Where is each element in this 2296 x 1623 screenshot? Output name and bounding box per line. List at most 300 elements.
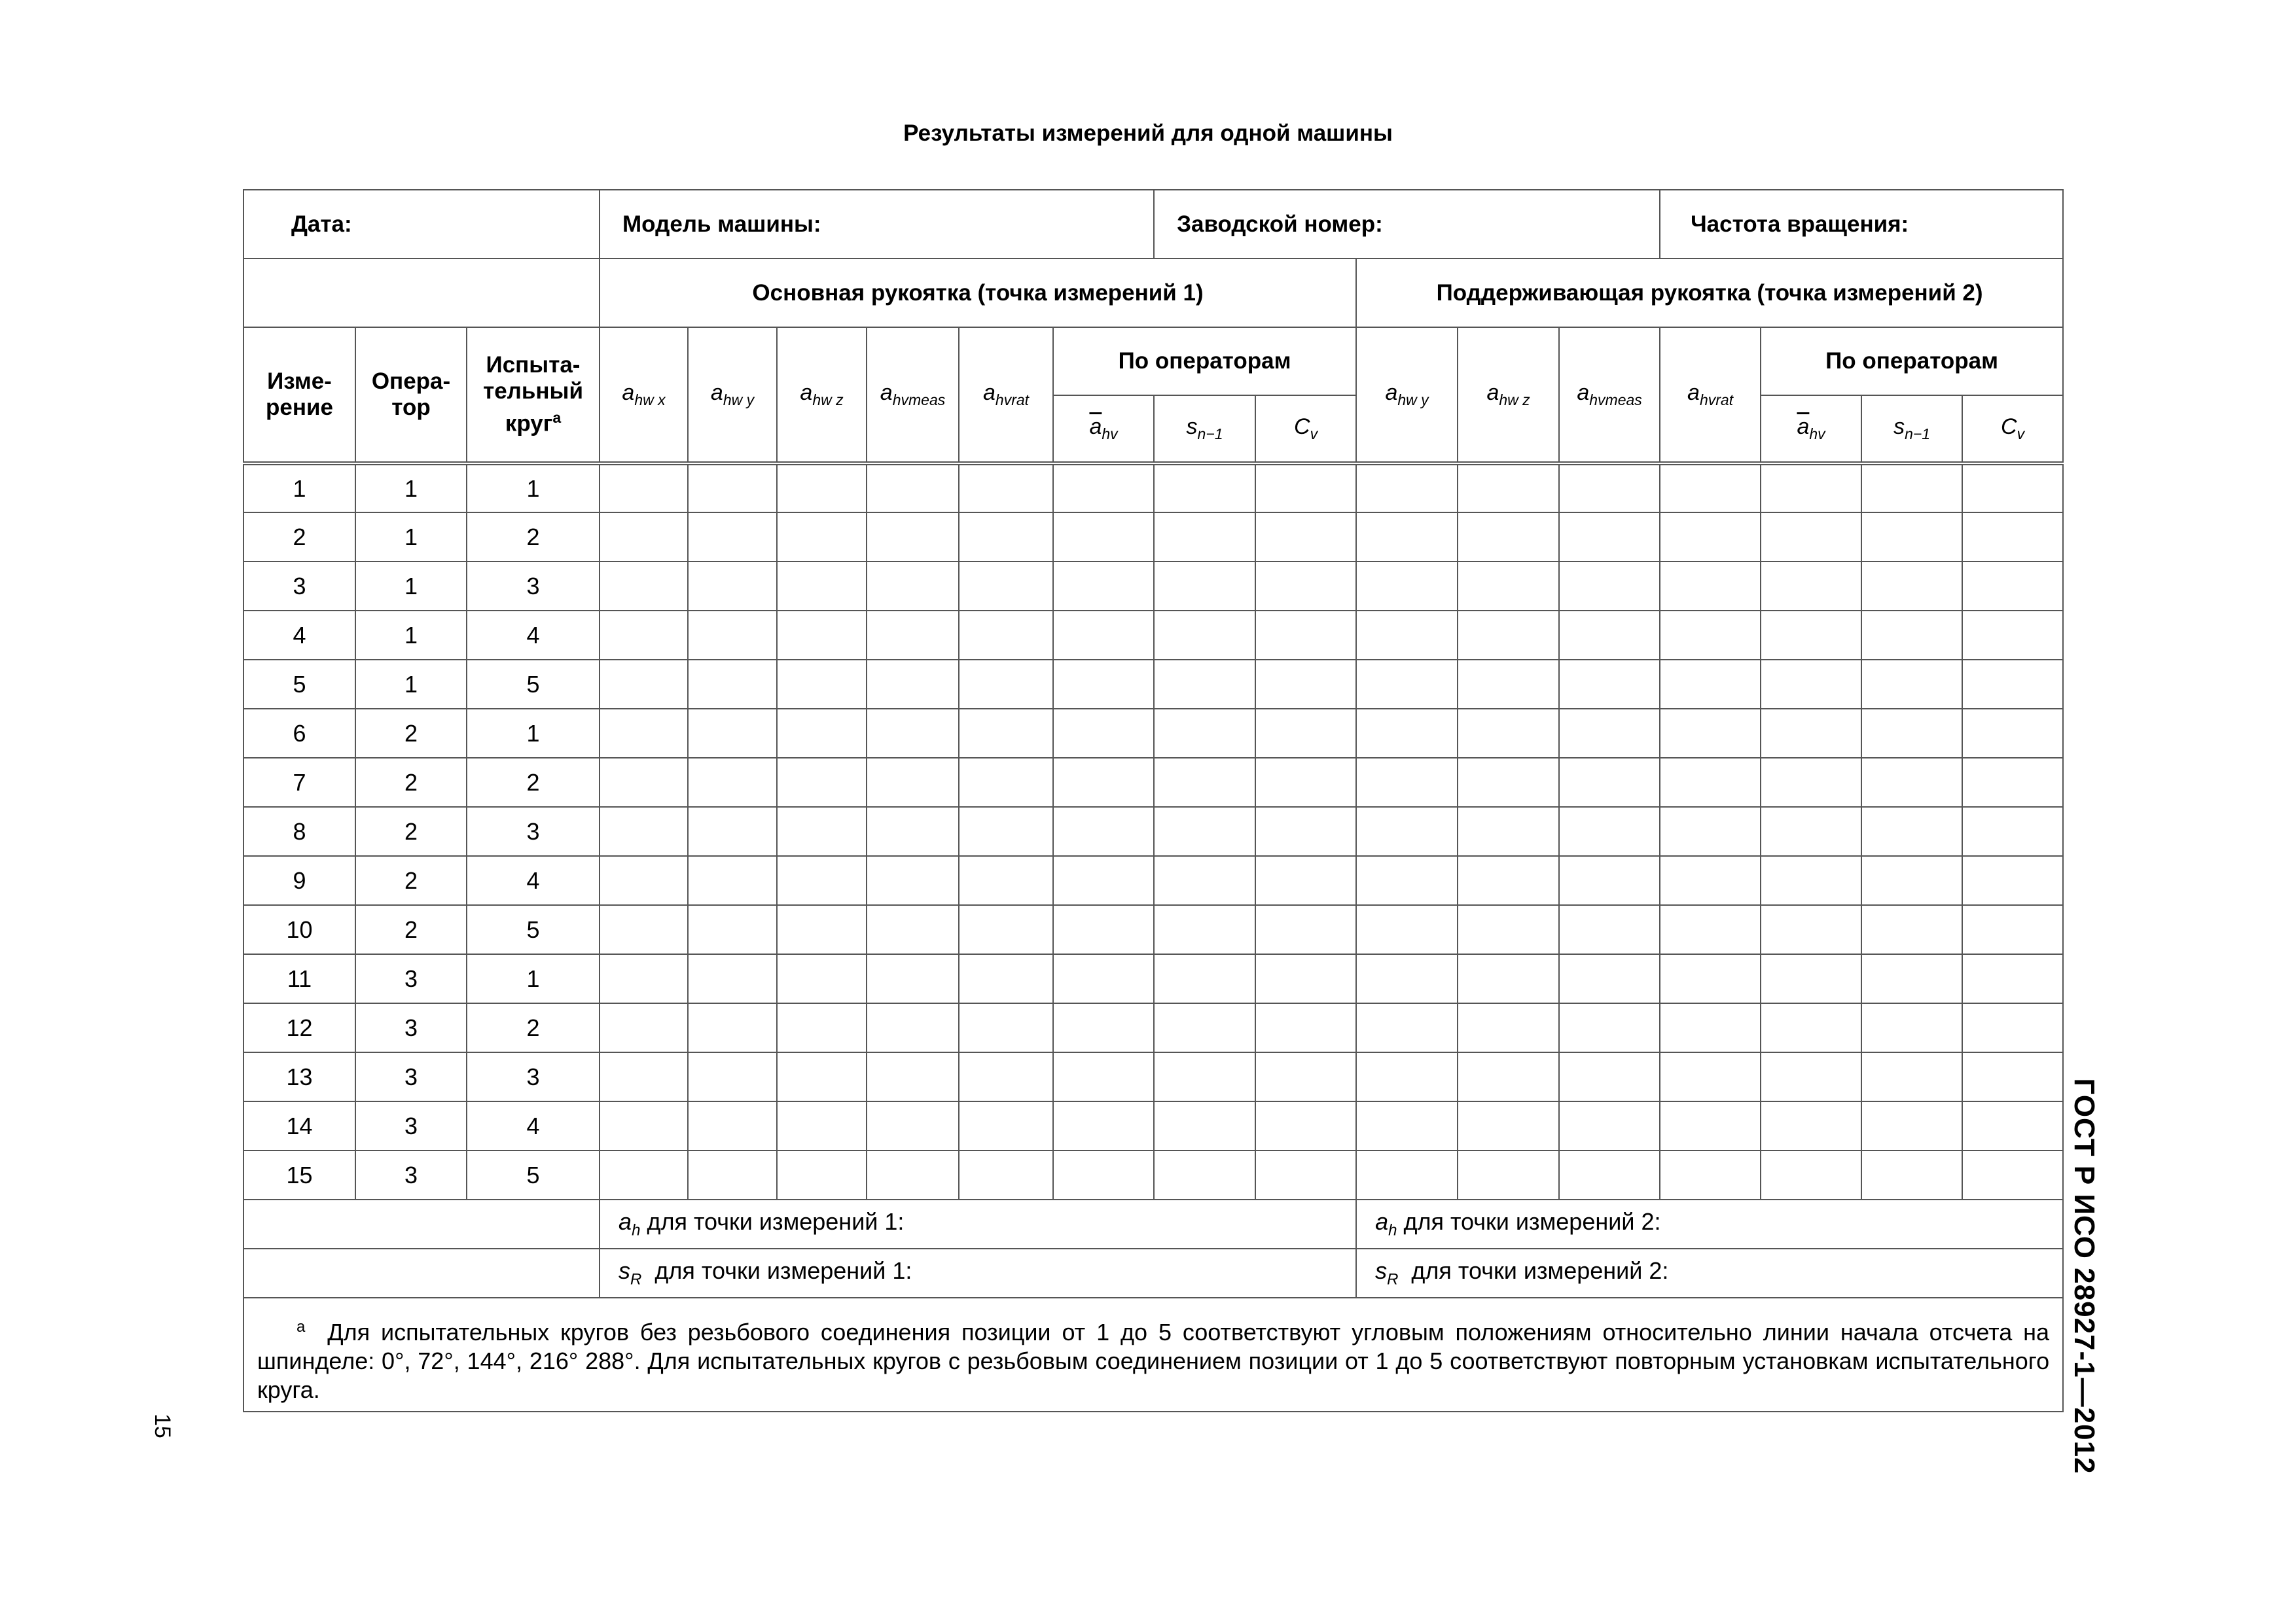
value-cell[interactable] — [1356, 1101, 1458, 1150]
table-row — [243, 562, 2063, 611]
value-cell[interactable] — [600, 562, 688, 611]
value-cell[interactable] — [1255, 905, 1356, 954]
value-cell[interactable] — [1962, 660, 2063, 709]
serial-number-field[interactable]: Заводской номер: — [1154, 190, 1660, 259]
operator-cell: 1 — [355, 660, 467, 709]
operator-cell: 1 — [355, 463, 467, 512]
value-cell[interactable] — [1559, 807, 1660, 856]
value-cell[interactable] — [1458, 1101, 1559, 1150]
std-dev-header-2: $s_{n-1}$ — [1861, 395, 1962, 463]
value-cell[interactable] — [1660, 905, 1761, 954]
value-cell[interactable] — [1761, 1101, 1861, 1150]
by-operators-header-1: По операторам — [1053, 327, 1356, 395]
test-circle-cell: 1 — [467, 463, 600, 512]
value-cell[interactable] — [1255, 1101, 1356, 1150]
value-cell[interactable] — [1255, 611, 1356, 660]
value-cell[interactable] — [1962, 856, 2063, 905]
rotation-speed-field[interactable]: Частота вращения: — [1660, 190, 2063, 259]
value-cell[interactable] — [1660, 1150, 1761, 1200]
value-cell[interactable] — [1761, 1003, 1861, 1052]
value-cell[interactable] — [1761, 512, 1861, 562]
value-cell[interactable] — [1559, 1003, 1660, 1052]
value-cell[interactable] — [1053, 463, 1154, 512]
value-cell[interactable] — [777, 463, 867, 512]
value-cell[interactable] — [959, 758, 1053, 807]
value-cell[interactable] — [1660, 463, 1761, 512]
value-cell[interactable] — [1861, 1003, 1962, 1052]
value-cell[interactable] — [1255, 562, 1356, 611]
table-row — [243, 905, 2063, 954]
measurement-cell: 10 — [243, 905, 355, 954]
date-field[interactable]: Дата: — [243, 190, 600, 259]
value-cell[interactable] — [1053, 611, 1154, 660]
value-cell[interactable] — [1861, 807, 1962, 856]
value-cell[interactable] — [1761, 562, 1861, 611]
value-cell[interactable] — [1053, 512, 1154, 562]
operator-cell: 3 — [355, 1003, 467, 1052]
value-cell[interactable] — [1559, 1101, 1660, 1150]
value-cell[interactable] — [600, 807, 688, 856]
value-cell[interactable] — [1458, 1052, 1559, 1101]
value-cell[interactable] — [1053, 1150, 1154, 1200]
measurement-results-table — [243, 189, 2064, 1412]
value-cell[interactable] — [867, 954, 959, 1003]
value-cell[interactable] — [959, 562, 1053, 611]
value-cell[interactable] — [1962, 562, 2063, 611]
value-cell[interactable] — [1255, 463, 1356, 512]
ahwy-header: $a_{hw y}$ — [688, 327, 777, 463]
value-cell[interactable] — [688, 758, 777, 807]
value-cell[interactable] — [1962, 758, 2063, 807]
value-cell[interactable] — [1458, 905, 1559, 954]
value-cell[interactable] — [600, 856, 688, 905]
value-cell[interactable] — [867, 1101, 959, 1150]
operator-header: Опера- тор — [355, 327, 467, 463]
measurement-cell: 1 — [243, 463, 355, 512]
value-cell[interactable] — [1053, 954, 1154, 1003]
value-cell[interactable] — [867, 758, 959, 807]
value-cell[interactable] — [688, 954, 777, 1003]
value-cell[interactable] — [1154, 856, 1255, 905]
measurement-cell: 5 — [243, 660, 355, 709]
empty-header-cell — [243, 259, 600, 327]
test-circle-cell: 3 — [467, 807, 600, 856]
value-cell[interactable] — [1761, 611, 1861, 660]
value-cell[interactable] — [1356, 709, 1458, 758]
mean-ahv-header: $\overline{a}_{hv}$ — [1053, 395, 1154, 463]
value-cell[interactable] — [1559, 954, 1660, 1003]
value-cell[interactable] — [1356, 856, 1458, 905]
value-cell[interactable] — [1458, 758, 1559, 807]
value-cell[interactable] — [1154, 1101, 1255, 1150]
value-cell[interactable] — [1861, 905, 1962, 954]
value-cell[interactable] — [600, 954, 688, 1003]
value-cell[interactable] — [600, 463, 688, 512]
value-cell[interactable] — [1154, 807, 1255, 856]
value-cell[interactable] — [867, 660, 959, 709]
value-cell[interactable] — [1356, 1003, 1458, 1052]
value-cell[interactable] — [1154, 709, 1255, 758]
operator-cell: 2 — [355, 758, 467, 807]
value-cell[interactable] — [688, 562, 777, 611]
value-cell[interactable] — [959, 463, 1053, 512]
page-number: 15 — [150, 1414, 175, 1438]
measurement-cell: 4 — [243, 611, 355, 660]
footnote-row — [243, 1298, 2063, 1412]
value-cell[interactable] — [1053, 709, 1154, 758]
value-cell[interactable] — [959, 1003, 1053, 1052]
value-cell[interactable] — [600, 512, 688, 562]
value-cell[interactable] — [1559, 1150, 1660, 1200]
value-cell[interactable] — [1154, 758, 1255, 807]
value-cell[interactable] — [1154, 611, 1255, 660]
table-row — [243, 512, 2063, 562]
empty-summary-cell — [243, 1249, 600, 1298]
value-cell[interactable] — [1458, 562, 1559, 611]
value-cell[interactable] — [1861, 512, 1962, 562]
value-cell[interactable] — [1761, 660, 1861, 709]
value-cell[interactable] — [777, 709, 867, 758]
value-cell[interactable] — [777, 905, 867, 954]
ahwx-header: $a_{hw x}$ — [600, 327, 688, 463]
value-cell[interactable] — [1458, 856, 1559, 905]
value-cell[interactable] — [777, 758, 867, 807]
value-cell[interactable] — [1559, 611, 1660, 660]
value-cell[interactable] — [777, 1101, 867, 1150]
value-cell[interactable] — [1255, 856, 1356, 905]
value-cell[interactable] — [1761, 856, 1861, 905]
value-cell[interactable] — [1458, 807, 1559, 856]
value-cell[interactable] — [1761, 1052, 1861, 1101]
value-cell[interactable] — [1356, 660, 1458, 709]
value-cell[interactable] — [1660, 1101, 1761, 1150]
measurement-header: Изме- рение — [243, 327, 355, 463]
value-cell[interactable] — [1559, 856, 1660, 905]
value-cell[interactable] — [867, 1052, 959, 1101]
value-cell[interactable] — [1761, 954, 1861, 1003]
value-cell[interactable] — [1053, 660, 1154, 709]
value-cell[interactable] — [1761, 463, 1861, 512]
value-cell[interactable] — [1154, 562, 1255, 611]
value-cell[interactable] — [1660, 709, 1761, 758]
value-cell[interactable] — [867, 856, 959, 905]
operator-cell: 3 — [355, 1052, 467, 1101]
value-cell[interactable] — [1154, 463, 1255, 512]
value-cell[interactable] — [1356, 611, 1458, 660]
value-cell[interactable] — [1962, 807, 2063, 856]
value-cell[interactable] — [1255, 758, 1356, 807]
main-handle-header: Основная рукоятка (точка измерений 1) — [600, 259, 1356, 327]
value-cell[interactable] — [1660, 660, 1761, 709]
value-cell[interactable] — [1660, 1052, 1761, 1101]
value-cell[interactable] — [1861, 611, 1962, 660]
value-cell[interactable] — [959, 856, 1053, 905]
value-cell[interactable] — [688, 709, 777, 758]
value-cell[interactable] — [1761, 709, 1861, 758]
sr-summary-row — [243, 1249, 2063, 1298]
measurement-cell: 6 — [243, 709, 355, 758]
value-cell[interactable] — [1458, 954, 1559, 1003]
table-row — [243, 463, 2063, 512]
value-cell[interactable] — [1660, 856, 1761, 905]
sr-point-2[interactable]: $s_R$ для точки измерений 2: — [1356, 1249, 2063, 1298]
ahwz-header-2: $a_{hw z}$ — [1458, 327, 1559, 463]
value-cell[interactable] — [600, 1003, 688, 1052]
data-rows — [243, 463, 2063, 1200]
value-cell[interactable] — [1458, 660, 1559, 709]
empty-summary-cell — [243, 1200, 600, 1249]
value-cell[interactable] — [1458, 611, 1559, 660]
ahvrat-header-2: $a_{hvrat}$ — [1660, 327, 1761, 463]
value-cell[interactable] — [1356, 1052, 1458, 1101]
value-cell[interactable] — [777, 1003, 867, 1052]
value-cell[interactable] — [1559, 758, 1660, 807]
value-cell[interactable] — [1053, 905, 1154, 954]
value-cell[interactable] — [1660, 562, 1761, 611]
value-cell[interactable] — [1761, 905, 1861, 954]
value-cell[interactable] — [777, 954, 867, 1003]
value-cell[interactable] — [1962, 463, 2063, 512]
value-cell[interactable] — [1660, 1003, 1761, 1052]
value-cell[interactable] — [1660, 611, 1761, 660]
value-cell[interactable] — [1660, 512, 1761, 562]
value-cell[interactable] — [1861, 1150, 1962, 1200]
value-cell[interactable] — [600, 758, 688, 807]
value-cell[interactable] — [1255, 512, 1356, 562]
value-cell[interactable] — [1356, 905, 1458, 954]
footnote: $^a$ Для испытательных кругов без резьбового соединения позиции от 1 до 5 соответствуют угловым положениям относительно линии начала отсчета на шпинделе: 0°, 72°, 144°, 216° 288°. Для испытательных кругов с резьбовым соединением позиции от 1 до 5 соответствуют повторным установкам испытательного круга. — [243, 1298, 2063, 1412]
value-cell[interactable] — [1154, 905, 1255, 954]
value-cell[interactable] — [1458, 1150, 1559, 1200]
operator-cell: 2 — [355, 856, 467, 905]
test-circle-cell: 2 — [467, 512, 600, 562]
value-cell[interactable] — [600, 611, 688, 660]
value-cell[interactable] — [1154, 512, 1255, 562]
value-cell[interactable] — [959, 709, 1053, 758]
value-cell[interactable] — [688, 1003, 777, 1052]
test-circle-cell: 1 — [467, 709, 600, 758]
value-cell[interactable] — [959, 1101, 1053, 1150]
value-cell[interactable] — [688, 807, 777, 856]
value-cell[interactable] — [777, 611, 867, 660]
value-cell[interactable] — [1053, 1052, 1154, 1101]
value-cell[interactable] — [777, 856, 867, 905]
value-cell[interactable] — [867, 807, 959, 856]
value-cell[interactable] — [1962, 1003, 2063, 1052]
value-cell[interactable] — [867, 709, 959, 758]
value-cell[interactable] — [1962, 512, 2063, 562]
value-cell[interactable] — [600, 1052, 688, 1101]
value-cell[interactable] — [1559, 1052, 1660, 1101]
measurement-cell: 13 — [243, 1052, 355, 1101]
value-cell[interactable] — [1458, 1003, 1559, 1052]
value-cell[interactable] — [959, 660, 1053, 709]
mean-ahv-header-2: $\overline{a}_{hv}$ — [1761, 395, 1861, 463]
value-cell[interactable] — [1053, 856, 1154, 905]
value-cell[interactable] — [1861, 1101, 1962, 1150]
value-cell[interactable] — [867, 905, 959, 954]
operator-cell: 2 — [355, 709, 467, 758]
value-cell[interactable] — [1356, 1150, 1458, 1200]
value-cell[interactable] — [1559, 709, 1660, 758]
test-circle-cell: 5 — [467, 905, 600, 954]
value-cell[interactable] — [688, 856, 777, 905]
measurement-cell: 15 — [243, 1150, 355, 1200]
value-cell[interactable] — [1154, 1003, 1255, 1052]
value-cell[interactable] — [1255, 807, 1356, 856]
test-circle-cell: 3 — [467, 1052, 600, 1101]
value-cell[interactable] — [1255, 1052, 1356, 1101]
value-cell[interactable] — [959, 1052, 1053, 1101]
value-cell[interactable] — [1962, 709, 2063, 758]
value-cell[interactable] — [600, 905, 688, 954]
value-cell[interactable] — [1255, 1150, 1356, 1200]
value-cell[interactable] — [1154, 1150, 1255, 1200]
value-cell[interactable] — [1154, 954, 1255, 1003]
value-cell[interactable] — [1255, 954, 1356, 1003]
value-cell[interactable] — [1053, 758, 1154, 807]
info-row — [243, 190, 2063, 259]
value-cell[interactable] — [688, 1052, 777, 1101]
value-cell[interactable] — [867, 463, 959, 512]
value-cell[interactable] — [1861, 1052, 1962, 1101]
value-cell[interactable] — [688, 512, 777, 562]
test-circle-cell: 4 — [467, 856, 600, 905]
value-cell[interactable] — [600, 709, 688, 758]
value-cell[interactable] — [1861, 758, 1962, 807]
standard-designation: ГОСТ Р ИСО 28927-1—2012 — [2068, 1078, 2100, 1474]
value-cell[interactable] — [1861, 856, 1962, 905]
test-circle-cell: 2 — [467, 758, 600, 807]
value-cell[interactable] — [600, 1101, 688, 1150]
table-row — [243, 856, 2063, 905]
value-cell[interactable] — [1255, 660, 1356, 709]
value-cell[interactable] — [1962, 611, 2063, 660]
value-cell[interactable] — [1962, 1150, 2063, 1200]
value-cell[interactable] — [1356, 758, 1458, 807]
value-cell[interactable] — [1053, 1003, 1154, 1052]
value-cell[interactable] — [1962, 954, 2063, 1003]
value-cell[interactable] — [1861, 954, 1962, 1003]
std-dev-header: $s_{n-1}$ — [1154, 395, 1255, 463]
value-cell[interactable] — [688, 1101, 777, 1150]
value-cell[interactable] — [959, 807, 1053, 856]
value-cell[interactable] — [867, 1003, 959, 1052]
value-cell[interactable] — [777, 807, 867, 856]
value-cell[interactable] — [1761, 1150, 1861, 1200]
value-cell[interactable] — [867, 562, 959, 611]
value-cell[interactable] — [1356, 512, 1458, 562]
value-cell[interactable] — [777, 512, 867, 562]
cv-header: $C_v$ — [1255, 395, 1356, 463]
value-cell[interactable] — [1559, 512, 1660, 562]
value-cell[interactable] — [959, 512, 1053, 562]
test-circle-cell: 5 — [467, 660, 600, 709]
value-cell[interactable] — [1559, 463, 1660, 512]
value-cell[interactable] — [688, 611, 777, 660]
value-cell[interactable] — [1053, 562, 1154, 611]
measurement-cell: 11 — [243, 954, 355, 1003]
value-cell[interactable] — [1861, 562, 1962, 611]
value-cell[interactable] — [1458, 512, 1559, 562]
machine-model-field[interactable]: Модель машины: — [600, 190, 1154, 259]
value-cell[interactable] — [1559, 660, 1660, 709]
value-cell[interactable] — [1761, 758, 1861, 807]
value-cell[interactable] — [867, 512, 959, 562]
value-cell[interactable] — [1458, 709, 1559, 758]
sr-point-1[interactable]: $s_R$ для точки измерений 1: — [600, 1249, 1356, 1298]
value-cell[interactable] — [777, 1150, 867, 1200]
value-cell[interactable] — [1356, 562, 1458, 611]
test-circle-cell: 2 — [467, 1003, 600, 1052]
measurement-cell: 12 — [243, 1003, 355, 1052]
value-cell[interactable] — [1356, 954, 1458, 1003]
value-cell[interactable] — [1660, 758, 1761, 807]
value-cell[interactable] — [959, 905, 1053, 954]
value-cell[interactable] — [1761, 807, 1861, 856]
measurement-cell: 3 — [243, 562, 355, 611]
value-cell[interactable] — [959, 1150, 1053, 1200]
ah-point-2[interactable]: $a_h$ для точки измерений 2: — [1356, 1200, 2063, 1249]
value-cell[interactable] — [600, 660, 688, 709]
value-cell[interactable] — [1559, 562, 1660, 611]
table-row — [243, 1101, 2063, 1150]
value-cell[interactable] — [1053, 807, 1154, 856]
value-cell[interactable] — [1154, 660, 1255, 709]
value-cell[interactable] — [1053, 1101, 1154, 1150]
value-cell[interactable] — [1255, 709, 1356, 758]
value-cell[interactable] — [1458, 463, 1559, 512]
measurement-cell: 7 — [243, 758, 355, 807]
value-cell[interactable] — [1154, 1052, 1255, 1101]
column-header-row-1 — [243, 327, 2063, 395]
value-cell[interactable] — [1559, 905, 1660, 954]
group-header-row — [243, 259, 2063, 327]
by-operators-header-2: По операторам — [1761, 327, 2063, 395]
ah-point-1[interactable]: $a_h$ для точки измерений 1: — [600, 1200, 1356, 1249]
value-cell[interactable] — [600, 1150, 688, 1200]
value-cell[interactable] — [867, 611, 959, 660]
value-cell[interactable] — [1861, 463, 1962, 512]
value-cell[interactable] — [688, 463, 777, 512]
measurement-cell: 14 — [243, 1101, 355, 1150]
value-cell[interactable] — [1861, 709, 1962, 758]
value-cell[interactable] — [1962, 1101, 2063, 1150]
table-row — [243, 807, 2063, 856]
value-cell[interactable] — [688, 1150, 777, 1200]
value-cell[interactable] — [1660, 954, 1761, 1003]
measurement-cell: 2 — [243, 512, 355, 562]
value-cell[interactable] — [867, 1150, 959, 1200]
value-cell[interactable] — [688, 905, 777, 954]
table-row — [243, 1052, 2063, 1101]
value-cell[interactable] — [688, 660, 777, 709]
value-cell[interactable] — [1356, 807, 1458, 856]
value-cell[interactable] — [1962, 1052, 2063, 1101]
value-cell[interactable] — [959, 954, 1053, 1003]
value-cell[interactable] — [1255, 1003, 1356, 1052]
test-circle-cell: 1 — [467, 954, 600, 1003]
value-cell[interactable] — [777, 1052, 867, 1101]
value-cell[interactable] — [1962, 905, 2063, 954]
value-cell[interactable] — [777, 660, 867, 709]
value-cell[interactable] — [1660, 807, 1761, 856]
operator-cell: 1 — [355, 611, 467, 660]
value-cell[interactable] — [1356, 463, 1458, 512]
value-cell[interactable] — [1861, 660, 1962, 709]
value-cell[interactable] — [959, 611, 1053, 660]
value-cell[interactable] — [777, 562, 867, 611]
